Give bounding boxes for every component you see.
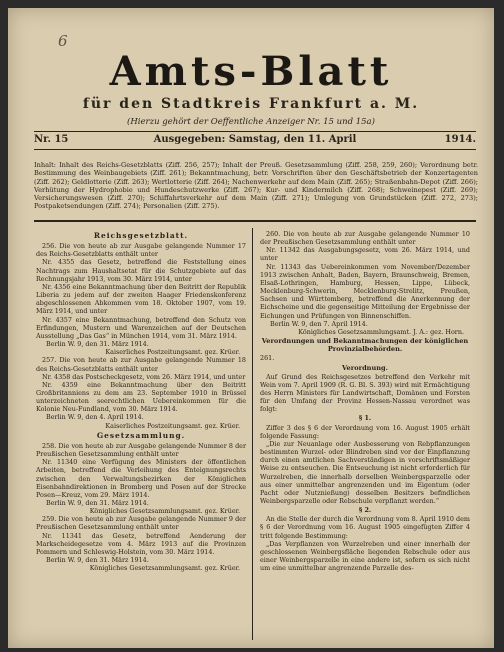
paragraph: An die Stelle der durch die Verordnung vom 8. April 1910 dem § 6 der Verordnung vom 16. August 1905 eingefügten Ziffer 4 tritt folgende Bestimmung: bbox=[260, 515, 470, 540]
paragraph: 257. Die von heute ab zur Ausgabe gelangende Nummer 18 des Reichs-Gesetzblatts enthält unter bbox=[36, 356, 246, 373]
paragraph: 259. Die von heute ab zur Ausgabe gelangende Nummer 9 der Preußischen Gesetzsammlung enthält unter bbox=[36, 515, 246, 532]
paragraph: 256. Die von heute ab zur Ausgabe gelangende Nummer 17 des Reichs-Gesetzblatts enthält unter bbox=[36, 242, 246, 259]
issue-number: Nr. 15 bbox=[34, 134, 69, 145]
paragraph: Nr. 4357 eine Bekanntmachung, betreffend den Schutz von Erfindungen, Mustern und Warenzeichen auf der Deutschen Ausstellung „Das Gas“ in München 1914, vom 31. März 1914. bbox=[36, 315, 246, 340]
paragraph: 258. Die von heute ab zur Ausgabe gelangende Nummer 8 der Preußischen Gesetzsammlung enthält unter bbox=[36, 441, 246, 459]
issue-year: 1914. bbox=[444, 134, 476, 145]
dateline: Berlin W. 9, den 31. März 1914. bbox=[46, 340, 149, 349]
paragraph: Ziffer 3 des § 6 der Verordnung vom 16. August 1905 erhält folgende Fassung: bbox=[260, 423, 470, 440]
signature: Königliches Gesetzsammlungsamt. gez. Krüer. bbox=[89, 507, 240, 516]
issue-row bbox=[34, 134, 476, 148]
masthead-rule-bottom bbox=[34, 149, 476, 150]
signature: Königliches Gesetzsammlungsamt. gez. Krüer. bbox=[89, 564, 240, 573]
section-heading-reichsgesetzblatt: Reichsgesetzblatt. bbox=[93, 231, 189, 240]
right-column bbox=[260, 230, 470, 572]
masthead-subtitle: für den Stadtkreis Frankfurt a. M. bbox=[82, 96, 420, 112]
dateline: Berlin W. 9, den 31. März 1914. bbox=[46, 499, 149, 507]
masthead-rule-top bbox=[34, 131, 476, 132]
contents-rule bbox=[34, 220, 476, 222]
dateline: Berlin W. 9, den 4. April 1914. bbox=[46, 413, 144, 422]
dateline: Berlin W. 9, den 31. März 1914. bbox=[46, 556, 149, 565]
signature: Kaiserliches Postzeitungsamt. gez. Krüer. bbox=[105, 421, 240, 430]
section-heading-verordnungen: Verordnungen und Bekanntmachungen der königlichen Provinzialbehörden. bbox=[261, 337, 469, 354]
issue-date: Ausgegeben: Samstag, den 11. April bbox=[153, 134, 357, 145]
section-heading-gesetzsammlung: Gesetzsammlung. bbox=[96, 430, 186, 440]
paragraph: Nr. 11341 das Gesetz, betreffend Aenderung der Markscheidegesetze vom 4. März 1913 auf die Provinzen Pommern und Schleswig-Holstein, vom 30. März 1914. bbox=[36, 531, 246, 556]
column-divider bbox=[252, 228, 253, 640]
paragraph: „Das Verpflanzen von Wurzelreben und einer innerhalb der geschlossenen Weinbergsfläche liegenden Rebschule oder aus einer Weinbergsparzelle in eine andere ist, sofern es sich nicht um eine unmittelbar angrenzende Parzelle des- bbox=[260, 539, 470, 573]
masthead-title: Amts-Blatt bbox=[109, 48, 393, 95]
paragraph: Nr. 11340 eine Verfügung des Ministers der öffentlichen Arbeiten, betreffend die Verleihung des Enteignungsrechts zwischen den Verwaltungsbezirken der Königlichen Eisenbahndirektionen in Bromberg und Posen auf der Strecke Posen—Kreuz, vom 29. März 1914. bbox=[36, 458, 246, 499]
paragraph-number: 261. bbox=[260, 354, 275, 363]
section-mark: § 2. bbox=[358, 506, 372, 515]
paragraph: Auf Grund des Reichsgesetzes betreffend den Verkehr mit Wein vom 7. April 1909 (R. G. Bl. S. 393) wird mit Ermächtigung des Herrn Ministers für Landwirtschaft, Domänen und Forsten für den Umfang der Provinz Hessen-Nassau verordnet was folgt: bbox=[260, 372, 470, 414]
dateline: Berlin W. 9, den 7. April 1914. bbox=[270, 319, 368, 328]
heading-verordnung: Verordnung. bbox=[342, 363, 388, 372]
paragraph: Nr. 11343 das Uebereinkommen vom November/Dezember 1913 zwischen Anhalt, Baden, Bayern, Braunschweig, Bremen, Elsaß-Lothringen, Hamburg, Hessen, Lippe, Lübeck, Mecklenburg-Schwerin, Mecklenburg-Strelitz, Preußen, Sachsen und Württemberg, betreffend die Anerkennung der Eichscheine und die gegenseitige Mitteilung der Ergebnisse der Eichungen und Prüfungen von Binnenschiffen. bbox=[260, 262, 470, 320]
paragraph: Nr. 11342 das Ausgabungsgesetz, vom 26. März 1914, und unter bbox=[260, 246, 470, 263]
paragraph: „Die zur Neuanlage oder Ausbesserung von Rebpflanzungen bestimmten Wurzel- oder Blindreben sind vor der Einpflanzung durch einen amtlichen Sachverständigen in vorschriftsmäßiger Weise zu entseuchen. Die Entseuchung ist nicht erforderlich für Wurzelreben, die innerhalb derselben Weinbergsparzelle oder aus einer unmittelbar angrenzenden und im Eigentum (oder Pacht oder Nutznießung) desselben Besitzers befindlichen Weinbergsparzelle oder Rebschule verpflanzt werden.“ bbox=[260, 439, 470, 505]
paragraph: 260. Die von heute ab zur Ausgabe gelangende Nummer 10 der Preußischen Gesetzsammlung enthält unter bbox=[260, 230, 470, 247]
signature: Kaiserliches Postzeitungsamt. gez. Krüer. bbox=[105, 348, 240, 357]
paragraph: Nr. 4356 eine Bekanntmachung über den Beitritt der Republik Liberia zu jedem auf der zweiten Haager Friedenskonferenz abgeschlossenen Abkommen vom 18. Oktober 1907, vom 19. März 1914, und unter bbox=[36, 282, 246, 316]
section-mark: § 1. bbox=[358, 414, 372, 423]
paragraph: Nr. 4358 das Postscheckgesetz, vom 26. März 1914, und unter bbox=[42, 372, 246, 381]
pencil-mark: 6 bbox=[58, 32, 68, 50]
paragraph: Nr. 4355 das Gesetz, betreffend die Feststellung eines Nachtrags zum Haushaltsetat für die Schutzgebiete auf das Rechnungsjahr 1913, vom 30. März 1914, unter bbox=[36, 258, 246, 283]
paragraph: Nr. 4359 eine Bekanntmachung über den Beitritt Großbritanniens zu dem am 23. September 1910 in Brüssel unterzeichneten seerechtlichen Uebereinkommen für die Kolonie Neu-Fundland, vom 30. März 1914. bbox=[36, 380, 246, 414]
masthead-note: (Hierzu gehört der Oeffentliche Anzeiger Nr. 15 und 15a) bbox=[127, 117, 375, 127]
signature: Königliches Gesetzsammlungsamt. J. A.: gez. Horn. bbox=[298, 327, 464, 336]
gazette-page bbox=[8, 8, 494, 648]
table-of-contents: Inhalt: Inhalt des Reichs-Gesetzblatts (Ziff. 256, 257); Inhalt der Preuß. Gesetzsammlung (Ziff. 258, 259, 260); Verordnung betr. Bestimmung des Weinbaugebiets (Ziff. 261); Bekanntmachung, betr. Vorschriften über den Geschäftsbetrieb der Konzertagenten (Ziff. 262); Geldlotterie (Ziff. 263); Wertlotterie (Ziff. 264); Nachenwerkehr auf dem Main (Ziff. 265); Straßenbahn-Depot (Ziff. 266); Verhütung der Hydrophobie und Hundeschutzwerke (Ziff. 267); Kur- und Kindermilch (Ziff. 268); Schweinepest (Ziff. 269); Versicherungswesen (Ziff. 270); Schiffahrtsverkehr auf dem Main (Ziff. 271); Umlegung von Grundstücken (Ziff. 272, 273); Postpaketsendungen (Ziff. 274); Personalien (Ziff. 275). bbox=[34, 161, 478, 211]
left-column bbox=[36, 230, 246, 572]
